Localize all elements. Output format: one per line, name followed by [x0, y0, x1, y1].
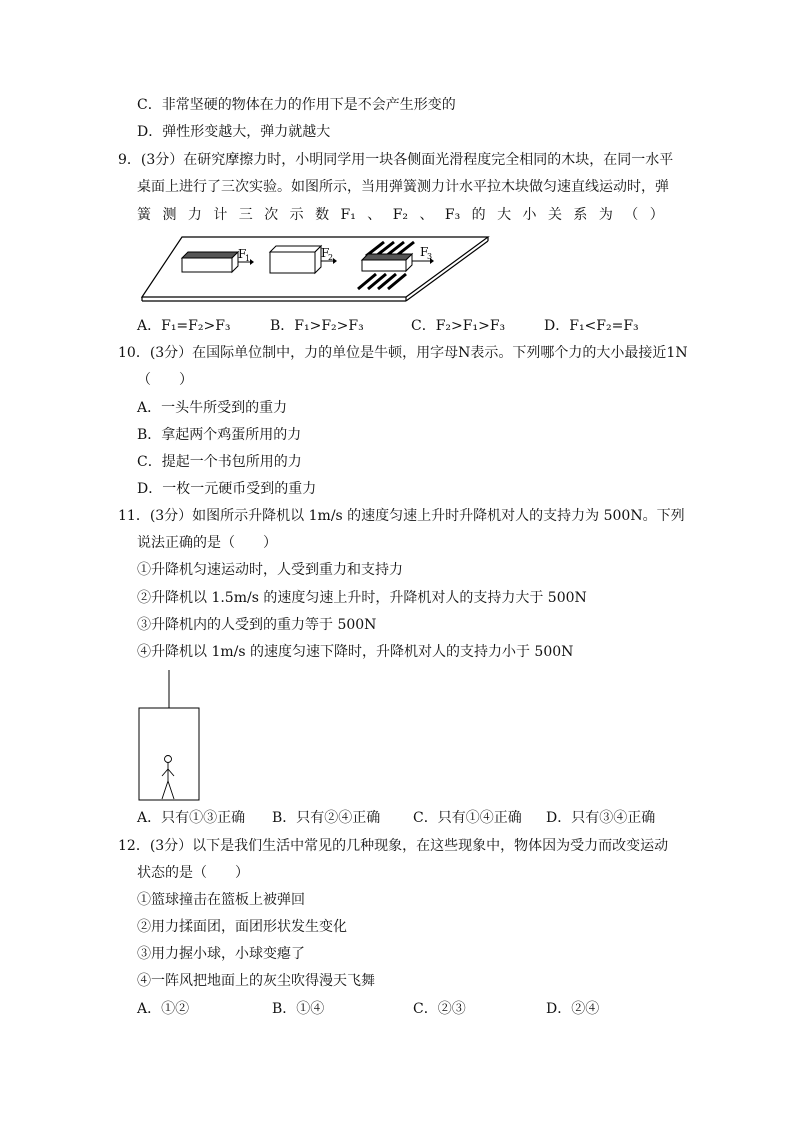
svg-text:3: 3: [427, 252, 433, 261]
q9-option-d: D．F₁<F₂=F₃: [544, 318, 639, 334]
q11-elevator-figure: [138, 670, 200, 802]
q10-stem-line1: 10．(3分）在国际单位制中，力的单位是牛顿，用字母N表示。下列哪个力的大小最接近1N: [118, 345, 688, 361]
q12-stem-line2: 状态的是（ ）: [137, 865, 249, 881]
q11-option-d: D．只有③④正确: [546, 810, 656, 826]
q11-option-b: B．只有②④正确: [272, 810, 381, 826]
elevator-car: [139, 708, 199, 800]
q11-item-2: ②升降机以 1.5m/s 的速度匀速上升时，升降机对人的支持力大于 500N: [137, 590, 587, 606]
svg-text:2: 2: [328, 253, 334, 262]
q11-item-3: ③升降机内的人受到的重力等于 500N: [137, 617, 377, 633]
svg-text:1: 1: [245, 254, 251, 263]
q10-option-c: C．提起一个书包所用的力: [137, 454, 302, 470]
q9-option-a: A．F₁=F₂>F₃: [137, 318, 231, 334]
label-f2: F: [321, 246, 330, 260]
q8-option-d: D．弹性形变越大，弹力就越大: [137, 124, 331, 140]
q9-option-c: C．F₂>F₁>F₃: [411, 318, 506, 334]
q9-stem-line2: 桌面上进行了三次实验。如图所示，当用弹簧测力计水平拉木块做匀速直线运动时，弹: [137, 179, 669, 195]
q9-stem-line1: 9．(3分）在研究摩擦力时，小明同学用一块各侧面光滑程度完全相同的木块，在同一水平: [118, 152, 674, 168]
q12-option-b: B．①④: [272, 1001, 325, 1017]
q11-stem-line2: 说法正确的是（ ）: [137, 535, 277, 551]
q12-stem-line1: 12．(3分）以下是我们生活中常见的几种现象，在这些现象中，物体因为受力而改变运动: [118, 838, 669, 854]
q12-item-3: ③用力握小球，小球变瘪了: [137, 946, 305, 962]
label-f1: F: [238, 247, 247, 261]
q9-friction-figure: [140, 232, 490, 304]
q11-option-a: A．只有①③正确: [137, 810, 246, 826]
q11-item-4: ④升降机以 1m/s 的速度匀速下降时，升降机对人的支持力小于 500N: [137, 644, 574, 660]
q12-item-4: ④一阵风把地面上的灰尘吹得漫天飞舞: [137, 973, 375, 989]
q12-option-d: D．②④: [546, 1001, 600, 1017]
q11-option-c: C．只有①④正确: [413, 810, 522, 826]
q10-option-b: B．拿起两个鸡蛋所用的力: [137, 427, 302, 443]
q12-item-2: ②用力揉面团，面团形状发生变化: [137, 919, 347, 935]
q9-option-b: B．F₁>F₂>F₃: [270, 318, 364, 334]
q12-item-1: ①篮球撞击在篮板上被弹回: [137, 892, 305, 908]
q11-item-1: ①升降机匀速运动时，人受到重力和支持力: [137, 562, 403, 578]
q10-option-d: D．一枚一元硬币受到的重力: [137, 481, 317, 497]
q12-option-a: A．①②: [137, 1001, 190, 1017]
q8-option-c: C．非常坚硬的物体在力的作用下是不会产生形变的: [137, 97, 456, 113]
q10-stem-line2: （ ）: [137, 372, 193, 388]
q10-option-a: A．一头牛所受到的重力: [137, 400, 288, 416]
label-f3: F: [420, 245, 429, 259]
q11-stem-line1: 11．(3分）如图所示升降机以 1m/s 的速度匀速上升时升降机对人的支持力为 500N。下列: [118, 508, 685, 524]
q12-option-c: C．②③: [413, 1001, 466, 1017]
q9-stem-line3: 簧 测 力 计 三 次 示 数 F₁ 、 F₂ 、 F₃ 的 大 小 关 系 为 （ ）: [137, 207, 664, 223]
